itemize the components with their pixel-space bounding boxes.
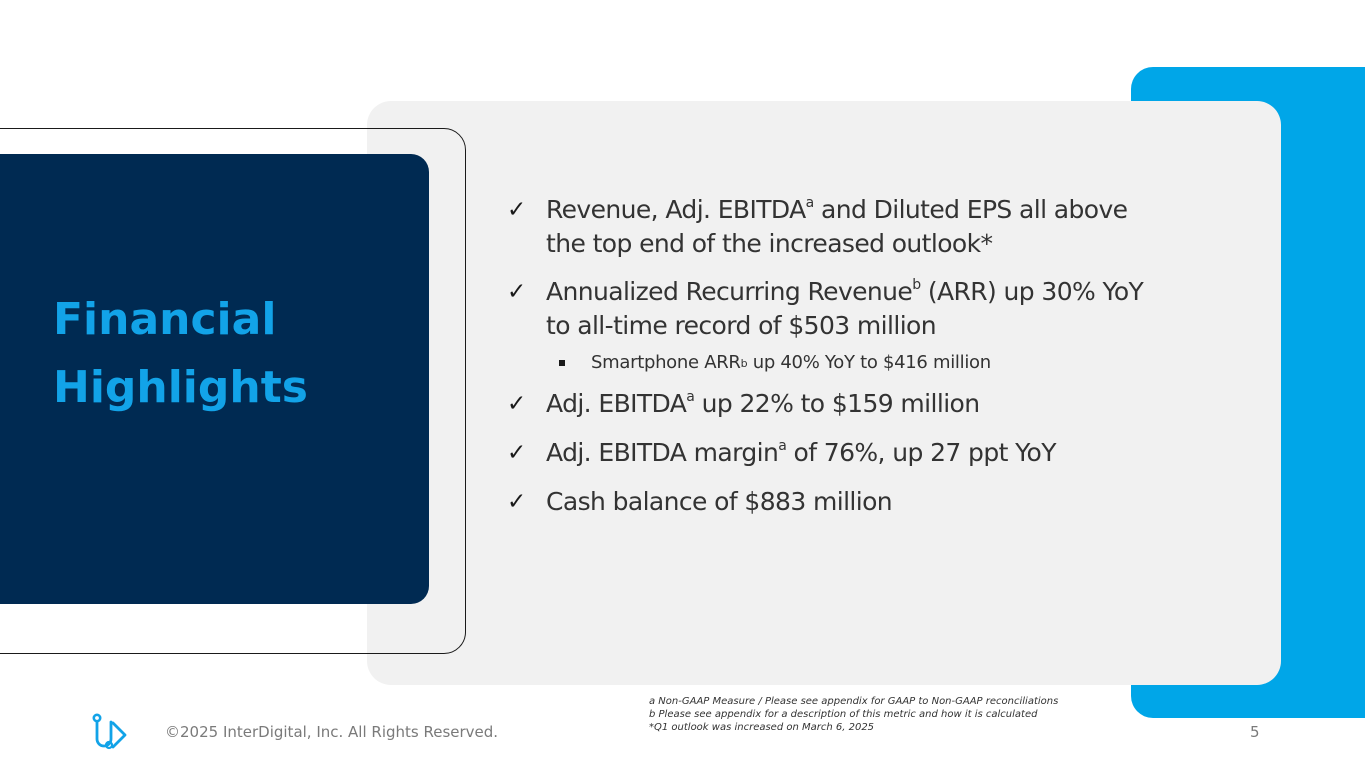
bullet-text-2a: Annualized Recurring Revenue [546,277,913,306]
list-item [505,485,1245,519]
footnote-marker: a [805,195,814,211]
interdigital-logo-icon [92,713,132,751]
checkmark-icon: ✓ [507,440,526,466]
footnote-b: b Please see appendix for a description of this metric and how it is calculated [649,709,1038,720]
sub-bullet-text-a: Smartphone ARR [591,352,741,373]
footnote-marker: b [912,277,921,293]
bullet-text-1c: the top end of the increased outlook* [546,229,993,258]
bullet-text-1b: and Diluted EPS all above [813,195,1128,224]
list-item [505,387,1245,421]
page-number: 5 [1250,723,1260,741]
footnote-marker: b [740,357,748,370]
bullet-text-3a: Adj. EBITDA [546,389,687,418]
bullet-text-4b: of 76%, up 27 ppt YoY [786,438,1056,467]
square-bullet-icon [559,360,565,366]
slide-title-line1: Financial [53,294,277,345]
bullet-text-4a: Adj. EBITDA margin [546,438,779,467]
slide-title [53,286,383,422]
bullet-text-1a: Revenue, Adj. EBITDA [546,195,806,224]
footnote-q1: *Q1 outlook was increased on March 6, 2025 [649,722,875,733]
checkmark-icon: ✓ [507,391,526,417]
list-item [505,193,1245,261]
list-item [505,436,1245,470]
bullet-text-3b: up 22% to $159 million [694,389,980,418]
footnote-marker: a [686,389,695,405]
copyright-text: ©2025 InterDigital, Inc. All Rights Reserved. [165,723,499,741]
bullet-text-5: Cash balance of $883 million [546,487,893,516]
bullet-text-2c: to all-time record of $503 million [546,311,937,340]
sub-list-item [505,351,1245,375]
bullet-text-2b: (ARR) up 30% YoY [920,277,1144,306]
highlights-list [505,193,1245,519]
footnote-marker: a [778,438,787,454]
footnote-a: a Non-GAAP Measure / Please see appendix for GAAP to Non-GAAP reconciliations [649,696,1059,707]
checkmark-icon: ✓ [507,197,526,223]
slide-title-line2: Highlights [53,362,308,413]
checkmark-icon: ✓ [507,279,526,305]
footnotes [649,695,1058,734]
list-item [505,275,1245,343]
sub-bullet-text-b: up 40% YoY to $416 million [747,352,991,373]
checkmark-icon: ✓ [507,489,526,515]
